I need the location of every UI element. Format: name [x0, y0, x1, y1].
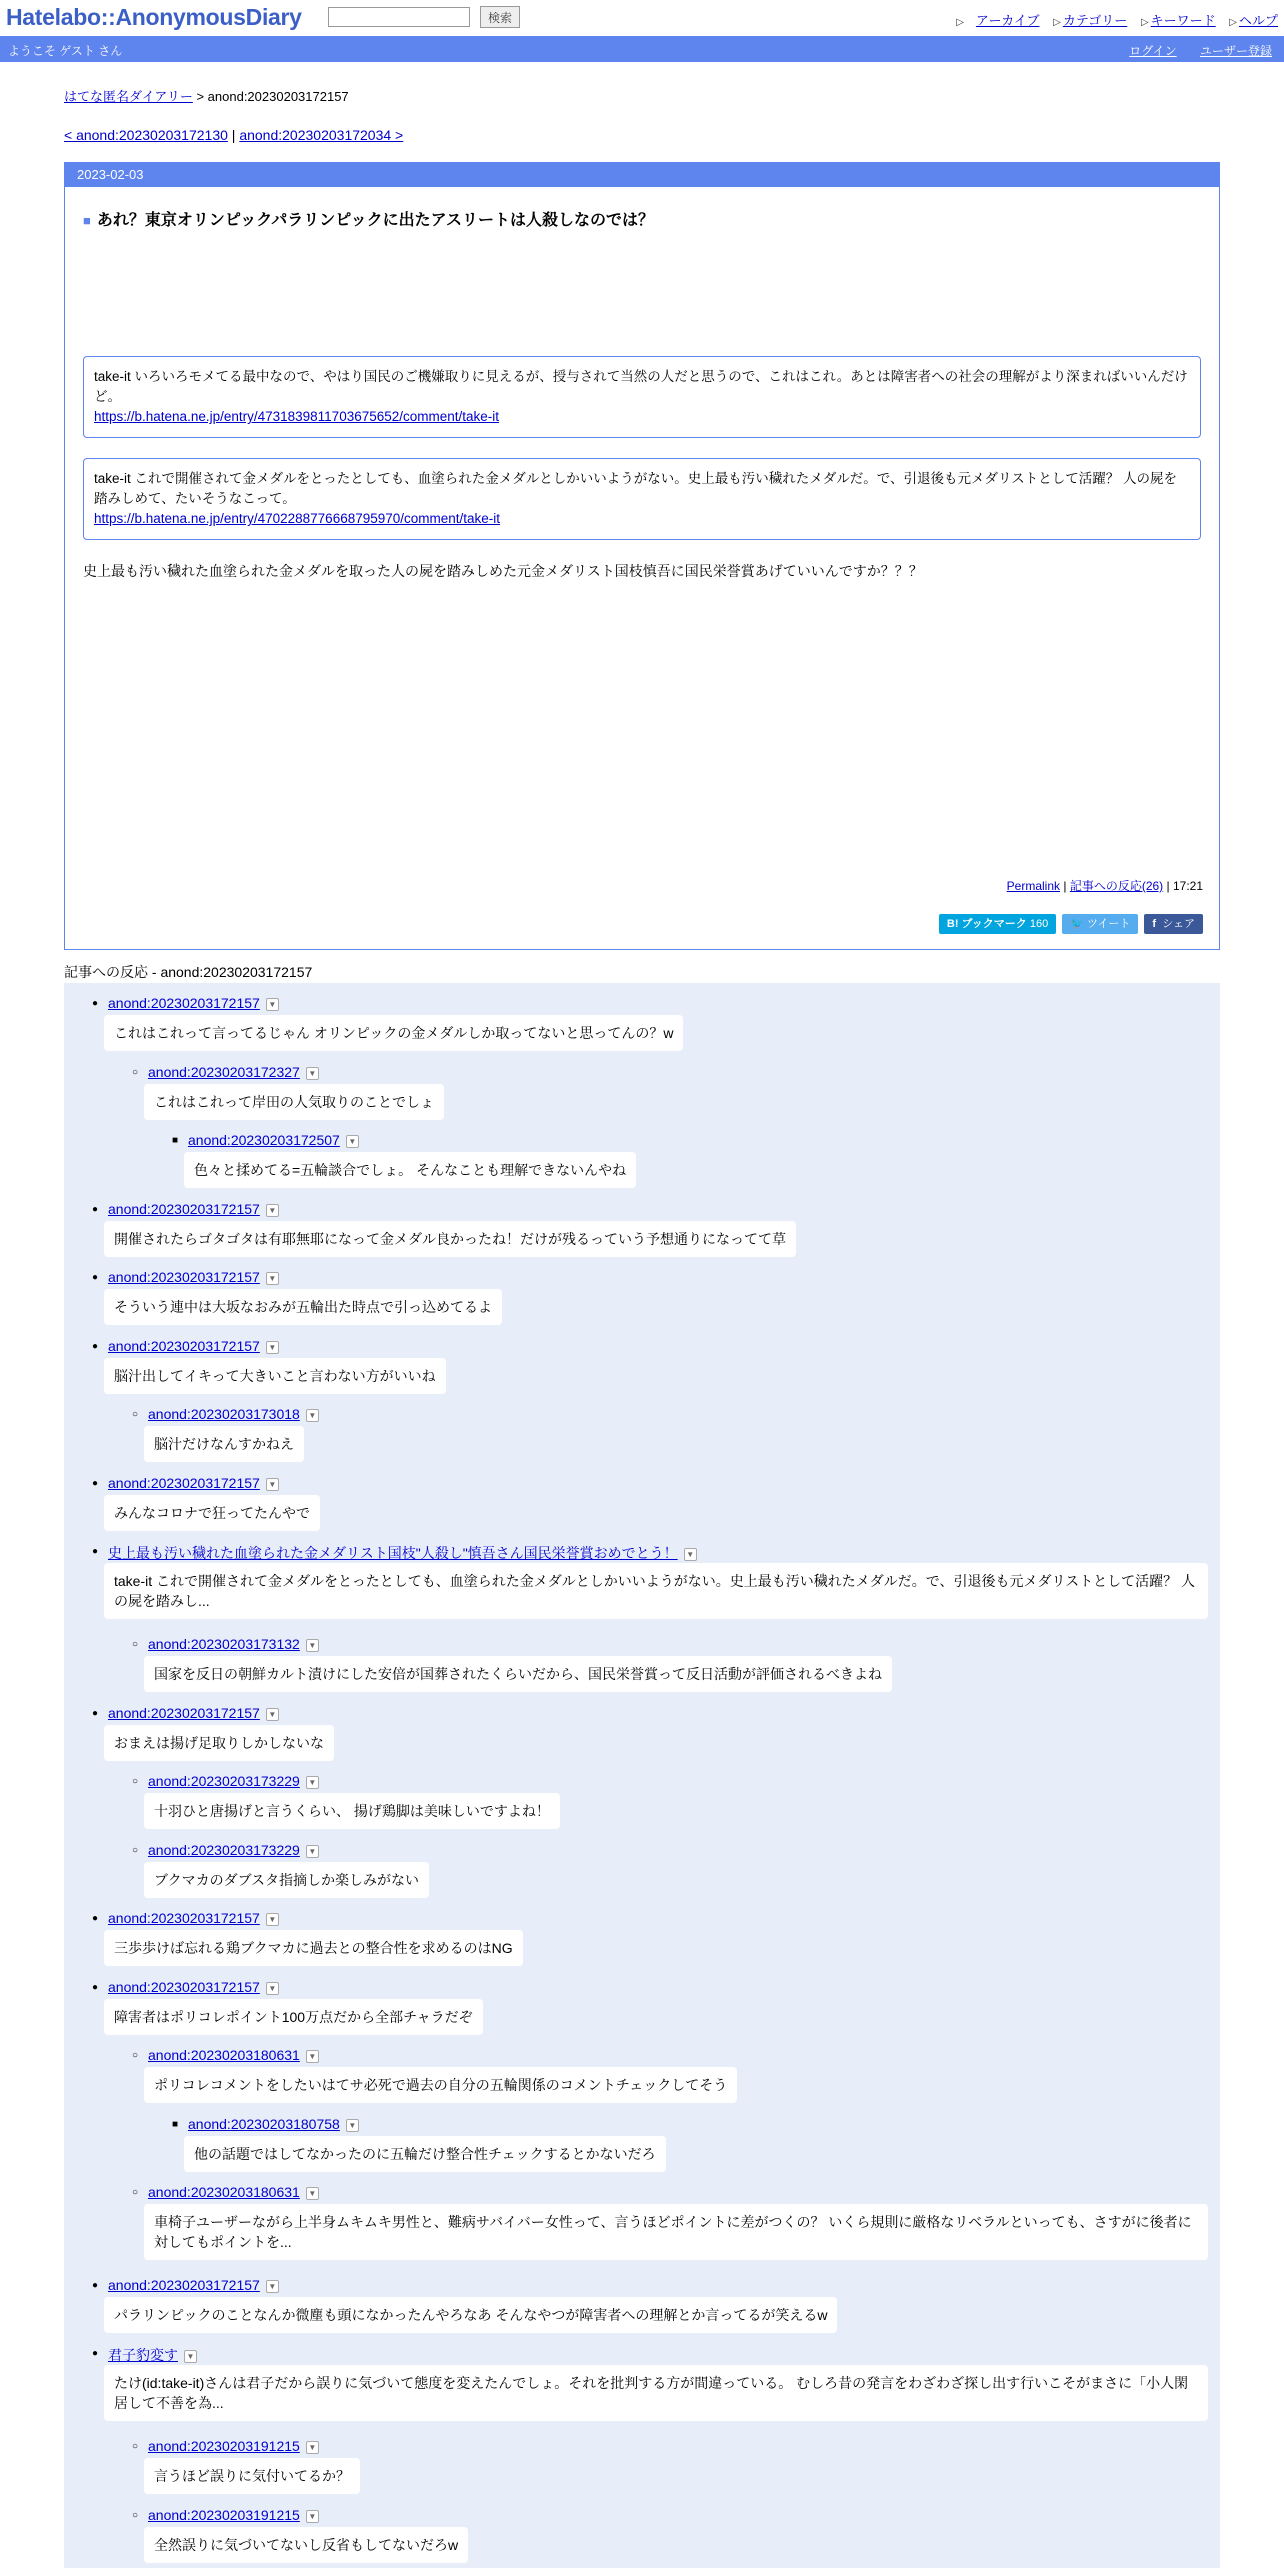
reaction-item — [108, 1705, 279, 1721]
site-logo[interactable] — [6, 4, 302, 31]
reaction-item — [108, 1475, 279, 1491]
list-bullet: ● — [92, 1341, 99, 1352]
reaction-text: 国家を反日の朝鮮カルト漬けにした安倍が国葬されたくらいだから、国民栄誉賞って反日活動が評価されるべきよね — [144, 1656, 892, 1692]
facebook-share-button[interactable] — [1144, 914, 1203, 934]
list-bullet: ● — [92, 1546, 99, 1557]
reaction-item — [108, 1543, 697, 1563]
reaction-link[interactable]: anond:20230203172157 — [108, 1979, 260, 1995]
reaction-text: 車椅子ユーザーながら上半身ムキムキ男性と、難病サバイバー女性って、言うほどポイントに差がつくの？ いくら規則に厳格なリベラルといっても、さすがに後者に対してもポイントを... — [144, 2204, 1208, 2260]
reaction-item — [108, 1910, 279, 1926]
reaction-item — [108, 995, 279, 1011]
list-bullet: ● — [92, 1708, 99, 1719]
reaction-link[interactable]: anond:20230203172157 — [108, 1475, 260, 1491]
logo-separator: :: — [100, 4, 116, 30]
reaction-item — [148, 1842, 319, 1858]
list-bullet: ■ — [172, 2119, 179, 2130]
reaction-link[interactable]: anond:20230203173132 — [148, 1636, 300, 1652]
search-input[interactable] — [328, 7, 470, 27]
reaction-item — [188, 1132, 359, 1148]
chevron-down-icon[interactable]: ▼ — [306, 2441, 319, 2454]
list-bullet: ○ — [132, 1067, 139, 1078]
reaction-link[interactable]: anond:20230203172157 — [108, 995, 260, 1011]
chevron-down-icon[interactable]: ▼ — [266, 1272, 279, 1285]
quote-text: take-it いろいろモメてる最中なので、やはり国民のご機嫌取りに見えるが、授与されて当然の人だと思うので、これはこれ。あとは障害者への社会の理解がより深まればいいんだけど。 — [94, 369, 1188, 404]
triangle-icon: ▷ — [1229, 17, 1237, 28]
breadcrumb-home[interactable]: はてな匿名ダイアリー — [64, 89, 193, 104]
top-links — [956, 10, 1278, 29]
reaction-item — [148, 2438, 319, 2454]
tweet-label: ツイート — [1086, 918, 1131, 930]
chevron-down-icon[interactable]: ▼ — [266, 1982, 279, 1995]
reaction-link[interactable]: anond:20230203172157 — [108, 1705, 260, 1721]
reaction-text: 三歩歩けば忘れる鶏ブクマカに過去との整合性を求めるのはNG — [104, 1930, 523, 1966]
reaction-item — [108, 1269, 279, 1285]
list-bullet: ● — [92, 1204, 99, 1215]
chevron-down-icon[interactable]: ▼ — [306, 1845, 319, 1858]
chevron-down-icon[interactable]: ▼ — [306, 2510, 319, 2523]
blockquote — [83, 356, 1201, 438]
reaction-text: 言うほど誤りに気付いてるか？ — [144, 2458, 360, 2494]
category-link[interactable]: カテゴリー — [1062, 13, 1128, 28]
welcome-message: ようこそ ゲスト さん — [8, 44, 123, 58]
help-link[interactable]: ヘルプ — [1238, 13, 1278, 28]
reaction-link[interactable]: anond:20230203172157 — [108, 2277, 260, 2293]
entry-time: 17:21 — [1172, 879, 1203, 893]
triangle-icon: ▷ — [956, 17, 964, 28]
reaction-text: ポリコレコメントをしたいはてサ必死で過去の自分の五輪関係のコメントチェックしてそう — [144, 2067, 737, 2103]
reaction-item — [108, 1338, 279, 1354]
tweet-button[interactable] — [1062, 914, 1138, 934]
reaction-link[interactable]: anond:20230203180758 — [188, 2116, 340, 2132]
list-bullet: ● — [92, 2280, 99, 2291]
chevron-down-icon[interactable]: ▼ — [684, 1548, 697, 1561]
breadcrumb-separator: > — [192, 89, 208, 104]
reaction-link[interactable]: anond:20230203172327 — [148, 1064, 300, 1080]
pager-divider: | — [231, 127, 236, 143]
welcome-bar — [0, 36, 1284, 62]
entry-title-text: あれ？東京オリンピックパラリンピックに出たアスリートは人殺しなのでは？ — [96, 212, 654, 229]
entry-pager — [64, 127, 403, 143]
reaction-item — [148, 2047, 319, 2063]
register-link[interactable]: ユーザー登録 — [1199, 44, 1272, 58]
reaction-link[interactable]: anond:20230203173018 — [148, 1406, 300, 1422]
reaction-text: 全然誤りに気づいてないし反省もしてないだろw — [144, 2527, 468, 2563]
share-label: シェア — [1162, 918, 1195, 930]
reaction-link[interactable]: anond:20230203172157 — [108, 1201, 260, 1217]
hatena-bookmark-button[interactable] — [939, 914, 1056, 934]
logo-main: Hatelabo — [6, 4, 101, 30]
reaction-text: これはこれって言ってるじゃん オリンピックの金メダルしか取ってないと思ってんの？w — [104, 1015, 683, 1051]
chevron-down-icon[interactable]: ▼ — [306, 2187, 319, 2200]
chevron-down-icon[interactable]: ▼ — [306, 1067, 319, 1080]
next-entry-link[interactable]: anond:20230203172034 > — [239, 127, 404, 143]
reaction-item — [148, 1773, 319, 1789]
chevron-down-icon[interactable]: ▼ — [266, 1204, 279, 1217]
quote-link[interactable]: https://b.hatena.ne.jp/entry/4731839811703675652/comment/take-it — [94, 409, 500, 424]
archive-link[interactable]: アーカイブ — [975, 13, 1040, 28]
quote-text: take-it これで開催されて金メダルをとったとしても、血塗られた金メダルとしかいいようがない。史上最も汚い穢れたメダルだ。で、引退後も元メダリストとして活躍？ 人の屍を踏みしめて、たいそうなこって。 — [94, 471, 1177, 506]
blockquote — [83, 458, 1201, 540]
reaction-link[interactable]: anond:20230203173229 — [148, 1842, 300, 1858]
reaction-item — [148, 1636, 319, 1652]
chevron-down-icon[interactable]: ▼ — [306, 2050, 319, 2063]
reaction-text: 色々と揉めてる=五輪談合でしょ。 そんなことも理解できないんやね — [184, 1152, 636, 1188]
hatena-bookmark-label: B! ブックマーク — [946, 918, 1027, 930]
chevron-down-icon[interactable]: ▼ — [346, 1135, 359, 1148]
twitter-icon: 🐦 — [1070, 918, 1084, 930]
triangle-icon: ▷ — [1053, 17, 1061, 28]
reaction-item — [148, 2184, 319, 2200]
reaction-text: 脳汁出してイキって大きいこと言わない方がいいね — [104, 1358, 446, 1394]
share-buttons — [939, 914, 1203, 934]
permalink-link[interactable]: Permalink — [1006, 879, 1061, 893]
chevron-down-icon[interactable]: ▼ — [346, 2119, 359, 2132]
reaction-text: パラリンピックのことなんか微塵も頭になかったんやろなあ そんなやつが障害者への理解とか言ってるが笑えるw — [104, 2297, 837, 2333]
entry-body: 史上最も汚い穢れた血塗られた金メダルを取った人の屍を踏みしめた元金メダリスト国枝慎吾に国民栄誉賞あげていいんですか？？？ — [83, 563, 923, 579]
reaction-text: 他の話題ではしてなかったのに五輪だけ整合性チェックするとかないだろ — [184, 2136, 666, 2172]
list-bullet: ○ — [132, 1639, 139, 1650]
list-bullet: ○ — [132, 1845, 139, 1856]
list-bullet: ○ — [132, 2187, 139, 2198]
reaction-text: 障害者はポリコレポイント100万点だから全部チャラだぞ — [104, 1999, 483, 2035]
chevron-down-icon[interactable]: ▼ — [266, 1913, 279, 1926]
list-bullet: ○ — [132, 2441, 139, 2452]
chevron-down-icon[interactable]: ▼ — [306, 1776, 319, 1789]
reaction-text: 十羽ひと唐揚げと言うくらい、 揚げ鶏脚は美味しいですよね！ — [144, 1793, 560, 1829]
list-bullet: ■ — [172, 1135, 179, 1146]
reaction-link[interactable]: anond:20230203172157 — [108, 1338, 260, 1354]
quote-link[interactable]: https://b.hatena.ne.jp/entry/4702288776668795970/comment/take-it — [94, 511, 501, 526]
square-icon[interactable]: ■ — [83, 213, 91, 228]
list-bullet: ● — [92, 1272, 99, 1283]
chevron-down-icon[interactable]: ▼ — [266, 998, 279, 1011]
list-bullet: ● — [92, 1982, 99, 1993]
list-bullet: ● — [92, 998, 99, 1009]
list-bullet: ○ — [132, 2510, 139, 2521]
keyword-link[interactable]: キーワード — [1150, 13, 1216, 28]
list-bullet: ● — [92, 1478, 99, 1489]
reaction-text: 開催されたらゴタゴタは有耶無耶になって金メダル良かったね！だけが残るっていう予想通りになってて草 — [104, 1221, 796, 1257]
reaction-text: たけ(id:take-it)さんは君子だから誤りに気づいて態度を変えたんでしょ。それを批判する方が間違っている。 むしろ昔の発言をわざわざ探し出す行いこそがまさに「小人閑居して不善を為... — [104, 2365, 1208, 2421]
reaction-link[interactable]: 史上最も汚い穢れた血塗られた金メダリスト国枝"人殺し"慎吾さん国民栄誉賞おめでとう！ — [108, 1545, 678, 1561]
reactions-link[interactable]: 記事への反応(26) — [1069, 879, 1164, 893]
reaction-item — [188, 2116, 359, 2132]
reaction-link[interactable]: anond:20230203172157 — [108, 1269, 260, 1285]
reaction-link[interactable]: anond:20230203173229 — [148, 1773, 300, 1789]
reaction-item — [148, 1406, 319, 1422]
search-button[interactable]: 検索 — [480, 6, 520, 28]
reaction-text: 脳汁だけなんすかねえ — [144, 1426, 304, 1462]
chevron-down-icon[interactable]: ▼ — [306, 1639, 319, 1652]
chevron-down-icon[interactable]: ▼ — [184, 2350, 197, 2363]
logo-sub: AnonymousDiary — [115, 4, 302, 30]
reaction-text: おまえは揚げ足取りしかしないな — [104, 1725, 334, 1761]
list-bullet: ○ — [132, 2050, 139, 2061]
reaction-item — [108, 2345, 197, 2365]
login-link[interactable]: ログイン — [1129, 44, 1177, 58]
reaction-text: そういう連中は大坂なおみが五輪出た時点で引っ込めてるよ — [104, 1289, 502, 1325]
entry-footer: Permalink | 記事への反応(26) | 17:21 — [1006, 879, 1203, 893]
entry-title — [83, 207, 654, 230]
chevron-down-icon[interactable]: ▼ — [266, 2280, 279, 2293]
chevron-down-icon[interactable]: ▼ — [306, 1409, 319, 1422]
breadcrumb — [64, 86, 349, 105]
reaction-link[interactable]: anond:20230203191215 — [148, 2507, 300, 2523]
reaction-text: これはこれって岸田の人気取りのことでしょ — [144, 1084, 444, 1120]
bookmark-count: 160 — [1029, 918, 1049, 930]
chevron-down-icon[interactable]: ▼ — [266, 1341, 279, 1354]
reaction-item — [108, 2277, 279, 2293]
reaction-text: みんなコロナで狂ってたんやで — [104, 1495, 320, 1531]
list-bullet: ○ — [132, 1776, 139, 1787]
prev-entry-link[interactable]: < anond:20230203172130 — [64, 127, 228, 143]
chevron-down-icon[interactable]: ▼ — [266, 1708, 279, 1721]
reaction-link[interactable]: anond:20230203180631 — [148, 2047, 300, 2063]
reaction-item — [148, 2507, 319, 2523]
reactions-list — [64, 983, 1220, 2568]
list-bullet: ● — [92, 1913, 99, 1924]
reaction-link[interactable]: anond:20230203191215 — [148, 2438, 300, 2454]
reaction-link[interactable]: 君子豹変す — [108, 2347, 178, 2363]
entry-box — [64, 162, 1220, 950]
reaction-item — [108, 1979, 279, 1995]
reaction-link[interactable]: anond:20230203172507 — [188, 1132, 340, 1148]
reaction-text: ブクマカのダブスタ指摘しか楽しみがない — [144, 1862, 429, 1898]
reaction-link[interactable]: anond:20230203172157 — [108, 1910, 260, 1926]
triangle-icon: ▷ — [1140, 17, 1149, 28]
reaction-link[interactable]: anond:20230203180631 — [148, 2184, 300, 2200]
reaction-item — [108, 1201, 279, 1217]
facebook-icon: f — [1152, 918, 1157, 930]
breadcrumb-current: anond:20230203172157 — [207, 89, 349, 104]
top-bar — [0, 0, 1284, 36]
entry-date: 2023-02-03 — [65, 163, 1219, 187]
reaction-item — [148, 1064, 319, 1080]
list-bullet: ○ — [132, 1409, 139, 1420]
reaction-text: take-it これで開催されて金メダルをとったとしても、血塗られた金メダルとしかいいようがない。史上最も汚い穢れたメダルだ。で、引退後も元メダリストとして活躍？ 人の屍を踏みし... — [104, 1563, 1208, 1619]
list-bullet: ● — [92, 2348, 99, 2359]
reactions-heading: 記事への反応 - anond:20230203172157 — [64, 962, 1220, 985]
chevron-down-icon[interactable]: ▼ — [266, 1478, 279, 1491]
